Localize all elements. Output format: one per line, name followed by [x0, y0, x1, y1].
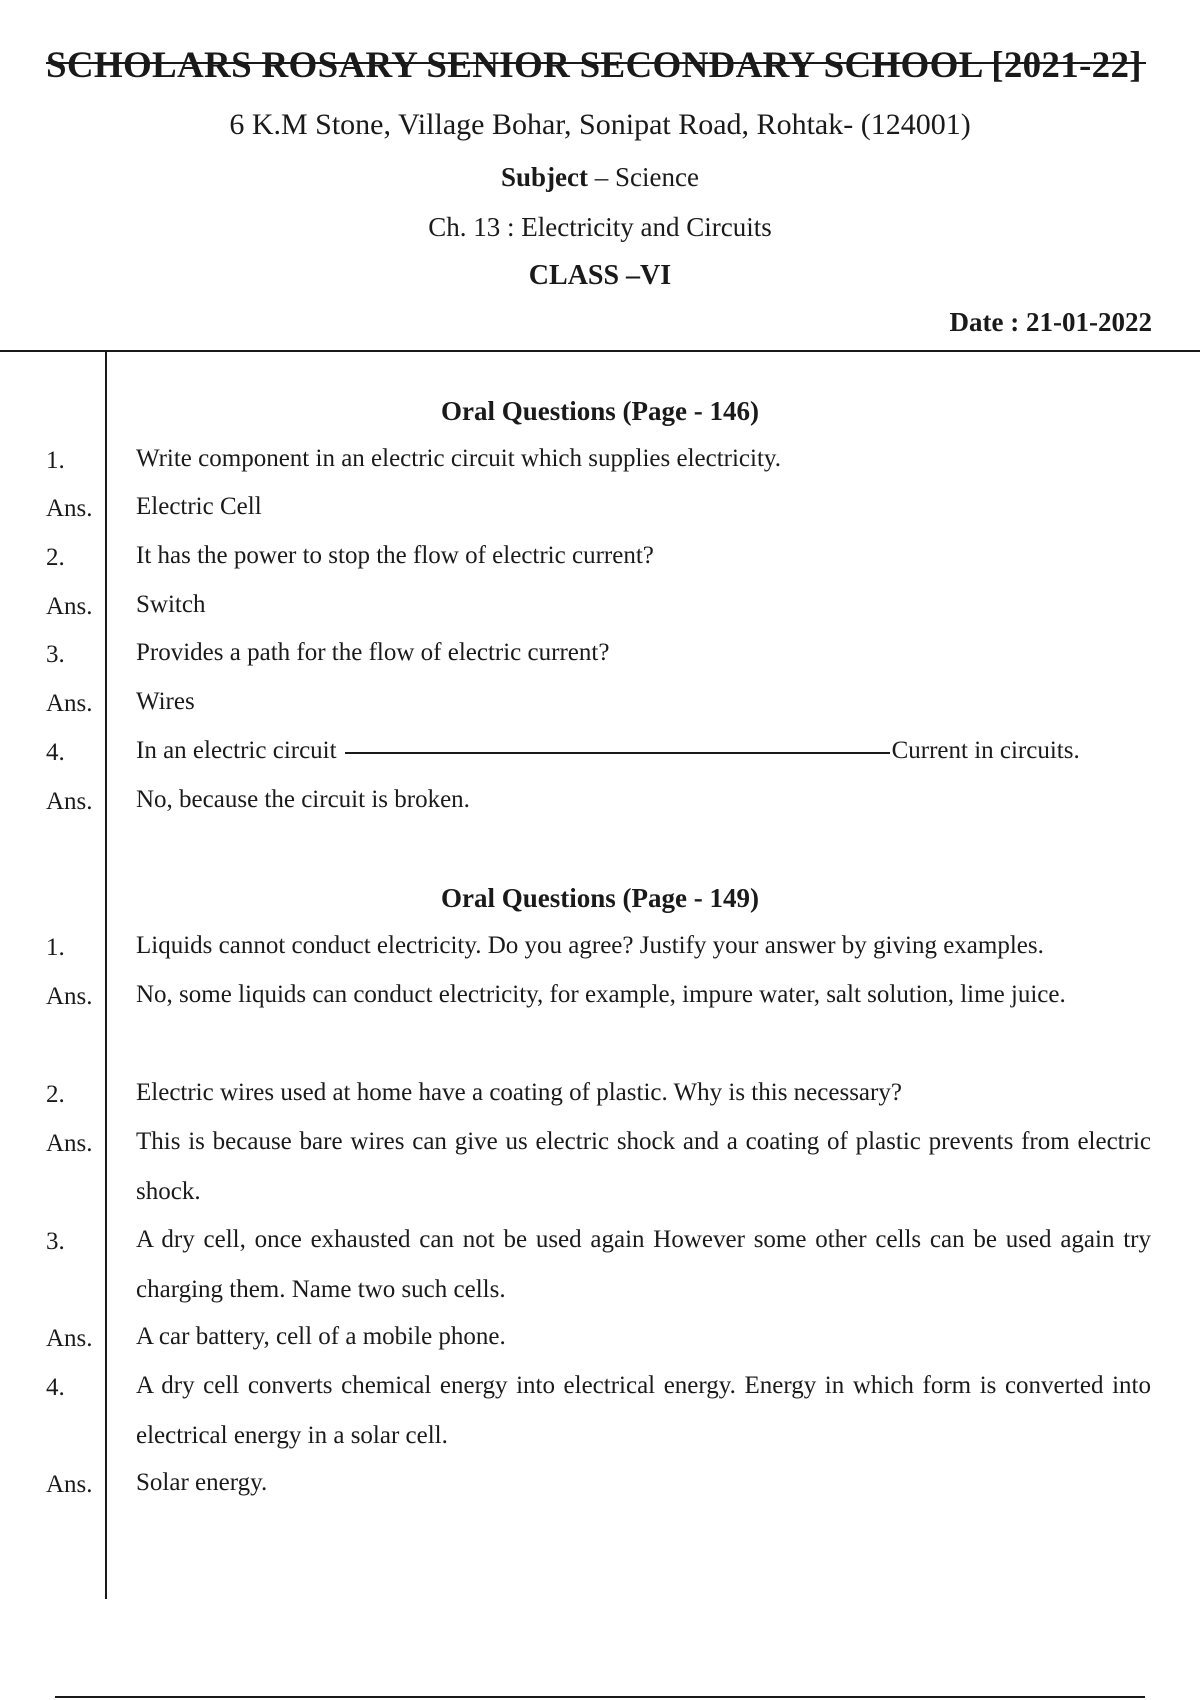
class-label: CLASS –VI: [528, 260, 672, 291]
question-number: 1.: [46, 934, 65, 961]
question-text: It has the power to stop the flow of electric current?: [136, 542, 654, 569]
answer-text: No, because the circuit is broken.: [136, 786, 470, 813]
question-number: 3.: [46, 641, 65, 668]
question-number: 2.: [46, 1081, 65, 1108]
subject-label: Subject: [501, 162, 589, 192]
section-title-page-149: Oral Questions (Page - 149): [441, 883, 759, 913]
question-text: [136, 726, 1151, 776]
question-number: 3.: [46, 1228, 65, 1255]
answer-text: No, some liquids can conduct electricity, for example, impure water, salt solution, lime juice.: [136, 981, 1066, 1008]
answer-text: A car battery, cell of a mobile phone.: [136, 1323, 506, 1350]
question-text: Liquids cannot conduct electricity. Do you agree? Justify your answer by giving examples.: [136, 932, 1044, 959]
footer-divider: [55, 1696, 1145, 1698]
school-name-strike-line: [46, 62, 1146, 64]
question-text: A dry cell, once exhausted can not be used again However some other cells can be used again try charging them. Name two such cells.: [136, 1226, 1151, 1303]
date-label: Date : 21-01-2022: [949, 307, 1152, 337]
question-text: Write component in an electric circuit which supplies electricity.: [136, 445, 782, 472]
answer-label: Ans.: [46, 690, 93, 717]
answer-label: Ans.: [46, 788, 93, 815]
answer-label: Ans.: [46, 1325, 93, 1352]
answer-text: Solar energy.: [136, 1469, 268, 1496]
margin-line: [105, 351, 107, 1599]
subject-line: [0, 162, 1200, 193]
question-text: A dry cell converts chemical energy into electrical energy. Energy in which form is converted into electrical energy in a solar cell.: [136, 1372, 1151, 1449]
chapter-title: Ch. 13 : Electricity and Circuits: [428, 212, 772, 242]
section-title-page-146: Oral Questions (Page - 146): [441, 396, 759, 426]
fill-in-blank-line: [345, 752, 890, 754]
question-number: 2.: [46, 544, 65, 571]
question-text: Electric wires used at home have a coating of plastic. Why is this necessary?: [136, 1079, 902, 1106]
question-text-start: In an electric circuit: [136, 737, 337, 764]
subject-value: – Science: [588, 162, 699, 192]
answer-label: Ans.: [46, 495, 93, 522]
answer-text: Switch: [136, 591, 206, 618]
school-address: 6 K.M Stone, Village Bohar, Sonipat Road, Rohtak- (124001): [229, 108, 971, 141]
question-number: 1.: [46, 447, 65, 474]
answer-label: Ans.: [46, 1130, 93, 1157]
answer-label: Ans.: [46, 593, 93, 620]
question-text: Provides a path for the flow of electric current?: [136, 639, 610, 666]
question-number: 4.: [46, 1374, 65, 1401]
header-divider: [0, 350, 1200, 352]
answer-text: Wires: [136, 688, 195, 715]
question-text-end: Current in circuits.: [891, 737, 1080, 764]
school-name: SCHOLARS ROSARY SENIOR SECONDARY SCHOOL [2021-22]: [46, 45, 1142, 86]
answer-label: Ans.: [46, 983, 93, 1010]
answer-text: This is because bare wires can give us electric shock and a coating of plastic prevents from electric shock.: [136, 1128, 1151, 1205]
answer-label: Ans.: [46, 1471, 93, 1498]
answer-text: Electric Cell: [136, 493, 262, 520]
question-number: 4.: [46, 739, 65, 766]
